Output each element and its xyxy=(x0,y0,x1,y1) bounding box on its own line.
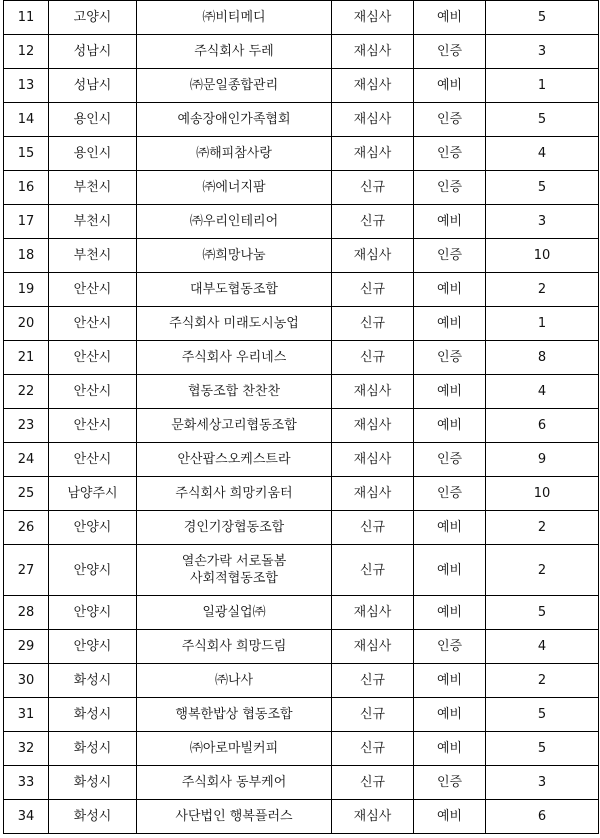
organization-name-cell xyxy=(137,137,332,171)
organization-name-cell xyxy=(137,596,332,630)
review-type-cell: 신규 xyxy=(332,205,414,239)
certification-status-cell: 인증 xyxy=(414,443,486,477)
organization-name-cell xyxy=(137,273,332,307)
organization-name-line: 주식회사 희망드림 xyxy=(181,639,287,654)
row-number-cell: 22 xyxy=(4,375,49,409)
row-number-cell: 27 xyxy=(4,545,49,596)
review-type-cell: 재심사 xyxy=(332,443,414,477)
table-row xyxy=(4,664,599,698)
row-number-cell: 25 xyxy=(4,477,49,511)
city-cell: 안산시 xyxy=(49,375,137,409)
table-row xyxy=(4,511,599,545)
review-type-cell: 신규 xyxy=(332,664,414,698)
row-number-cell: 20 xyxy=(4,307,49,341)
row-number-cell: 29 xyxy=(4,630,49,664)
city-cell: 안양시 xyxy=(49,596,137,630)
organization-name-line: ㈜우리인테리어 xyxy=(189,214,279,229)
organization-name-cell xyxy=(137,545,332,596)
review-type-cell: 재심사 xyxy=(332,239,414,273)
table-row xyxy=(4,375,599,409)
city-cell: 화성시 xyxy=(49,698,137,732)
count-cell: 4 xyxy=(486,630,599,664)
count-cell: 5 xyxy=(486,171,599,205)
review-type-cell: 신규 xyxy=(332,732,414,766)
organization-name-line: 주식회사 동부케어 xyxy=(181,775,287,790)
table-row xyxy=(4,171,599,205)
certification-status-cell: 인증 xyxy=(414,630,486,664)
review-type-cell: 재심사 xyxy=(332,375,414,409)
table-row xyxy=(4,103,599,137)
city-cell: 안산시 xyxy=(49,273,137,307)
review-type-cell: 신규 xyxy=(332,511,414,545)
table-row xyxy=(4,732,599,766)
row-number-cell: 26 xyxy=(4,511,49,545)
city-cell: 화성시 xyxy=(49,732,137,766)
row-number-cell: 12 xyxy=(4,35,49,69)
city-cell: 안산시 xyxy=(49,341,137,375)
review-type-cell: 재심사 xyxy=(332,1,414,35)
certification-status-cell: 예비 xyxy=(414,732,486,766)
organization-name-line: 문화세상고리협동조합 xyxy=(171,418,297,433)
city-cell: 부천시 xyxy=(49,239,137,273)
table-row xyxy=(4,800,599,834)
row-number-cell: 24 xyxy=(4,443,49,477)
count-cell: 6 xyxy=(486,800,599,834)
count-cell: 5 xyxy=(486,732,599,766)
organization-name-line: ㈜희망나눔 xyxy=(202,248,266,263)
certification-status-cell: 예비 xyxy=(414,375,486,409)
table-row xyxy=(4,341,599,375)
certification-status-cell: 인증 xyxy=(414,477,486,511)
city-cell: 남양주시 xyxy=(49,477,137,511)
row-number-cell: 23 xyxy=(4,409,49,443)
organization-name-line: 열손가락 서로돌봄 xyxy=(181,554,287,569)
review-type-cell: 재심사 xyxy=(332,596,414,630)
count-cell: 2 xyxy=(486,511,599,545)
certification-status-cell: 예비 xyxy=(414,511,486,545)
table-row xyxy=(4,409,599,443)
table-row xyxy=(4,205,599,239)
city-cell: 안양시 xyxy=(49,545,137,596)
certification-status-cell: 예비 xyxy=(414,800,486,834)
table-row xyxy=(4,630,599,664)
table-row xyxy=(4,239,599,273)
organization-name-line: ㈜아로마빌커피 xyxy=(189,741,279,756)
review-type-cell: 신규 xyxy=(332,341,414,375)
city-cell: 부천시 xyxy=(49,205,137,239)
count-cell: 4 xyxy=(486,375,599,409)
organization-name-line: 안산팝스오케스트라 xyxy=(177,452,291,467)
review-type-cell: 재심사 xyxy=(332,409,414,443)
certification-status-cell: 예비 xyxy=(414,1,486,35)
city-cell: 용인시 xyxy=(49,137,137,171)
table-row xyxy=(4,596,599,630)
table-row xyxy=(4,698,599,732)
organization-name-cell xyxy=(137,766,332,800)
count-cell: 10 xyxy=(486,477,599,511)
organization-name-cell xyxy=(137,341,332,375)
organization-name-line: 예송장애인가족협회 xyxy=(177,112,291,127)
row-number-cell: 30 xyxy=(4,664,49,698)
row-number-cell: 11 xyxy=(4,1,49,35)
organization-name-cell xyxy=(137,511,332,545)
row-number-cell: 32 xyxy=(4,732,49,766)
row-number-cell: 15 xyxy=(4,137,49,171)
certification-status-cell: 예비 xyxy=(414,205,486,239)
organization-name-cell xyxy=(137,171,332,205)
organization-name-cell xyxy=(137,409,332,443)
count-cell: 3 xyxy=(486,766,599,800)
organization-name-cell xyxy=(137,732,332,766)
table-body xyxy=(4,1,599,834)
review-type-cell: 신규 xyxy=(332,698,414,732)
certification-status-cell: 인증 xyxy=(414,171,486,205)
certification-status-cell: 예비 xyxy=(414,596,486,630)
city-cell: 안산시 xyxy=(49,409,137,443)
review-type-cell: 신규 xyxy=(332,273,414,307)
organization-name-line: 경인기장협동조합 xyxy=(183,520,285,535)
certification-status-cell: 인증 xyxy=(414,341,486,375)
review-type-cell: 신규 xyxy=(332,171,414,205)
social-enterprise-table xyxy=(3,0,599,834)
certification-status-cell: 인증 xyxy=(414,766,486,800)
organization-name-cell xyxy=(137,664,332,698)
table-row xyxy=(4,545,599,596)
table-row xyxy=(4,443,599,477)
organization-name-cell xyxy=(137,69,332,103)
organization-name-line: ㈜에너지팜 xyxy=(202,180,266,195)
count-cell: 8 xyxy=(486,341,599,375)
row-number-cell: 13 xyxy=(4,69,49,103)
certification-status-cell: 예비 xyxy=(414,273,486,307)
organization-name-line: 주식회사 희망키움터 xyxy=(175,486,293,501)
certification-status-cell: 인증 xyxy=(414,137,486,171)
row-number-cell: 28 xyxy=(4,596,49,630)
count-cell: 5 xyxy=(486,103,599,137)
row-number-cell: 33 xyxy=(4,766,49,800)
organization-name-line: ㈜문일종합관리 xyxy=(189,78,279,93)
review-type-cell: 재심사 xyxy=(332,137,414,171)
certification-status-cell: 예비 xyxy=(414,307,486,341)
organization-name-line: 일광실업㈜ xyxy=(202,605,266,620)
count-cell: 5 xyxy=(486,1,599,35)
organization-name-cell xyxy=(137,103,332,137)
row-number-cell: 14 xyxy=(4,103,49,137)
count-cell: 3 xyxy=(486,35,599,69)
count-cell: 5 xyxy=(486,596,599,630)
organization-name-line: 협동조합 찬찬찬 xyxy=(187,384,281,399)
certification-status-cell: 예비 xyxy=(414,664,486,698)
city-cell: 고양시 xyxy=(49,1,137,35)
organization-name-cell xyxy=(137,307,332,341)
row-number-cell: 17 xyxy=(4,205,49,239)
city-cell: 성남시 xyxy=(49,69,137,103)
city-cell: 안산시 xyxy=(49,443,137,477)
organization-name-cell xyxy=(137,1,332,35)
review-type-cell: 신규 xyxy=(332,766,414,800)
review-type-cell: 신규 xyxy=(332,545,414,596)
row-number-cell: 19 xyxy=(4,273,49,307)
city-cell: 부천시 xyxy=(49,171,137,205)
organization-name-cell xyxy=(137,477,332,511)
certification-status-cell: 인증 xyxy=(414,239,486,273)
count-cell: 1 xyxy=(486,307,599,341)
review-type-cell: 재심사 xyxy=(332,477,414,511)
city-cell: 화성시 xyxy=(49,766,137,800)
table-row xyxy=(4,137,599,171)
count-cell: 10 xyxy=(486,239,599,273)
organization-name-line: 주식회사 우리네스 xyxy=(181,350,287,365)
organization-name-line: 주식회사 미래도시농업 xyxy=(169,316,299,331)
city-cell: 안양시 xyxy=(49,511,137,545)
organization-name-cell xyxy=(137,443,332,477)
organization-name-line: 행복한밥상 협동조합 xyxy=(175,707,293,722)
row-number-cell: 18 xyxy=(4,239,49,273)
organization-name-line: 사단법인 행복플러스 xyxy=(175,809,293,824)
review-type-cell: 재심사 xyxy=(332,35,414,69)
row-number-cell: 21 xyxy=(4,341,49,375)
count-cell: 2 xyxy=(486,273,599,307)
table-row xyxy=(4,477,599,511)
review-type-cell: 재심사 xyxy=(332,800,414,834)
organization-name-line: ㈜나사 xyxy=(214,673,254,688)
organization-name-cell xyxy=(137,800,332,834)
city-cell: 안산시 xyxy=(49,307,137,341)
certification-status-cell: 예비 xyxy=(414,698,486,732)
count-cell: 2 xyxy=(486,664,599,698)
count-cell: 2 xyxy=(486,545,599,596)
count-cell: 3 xyxy=(486,205,599,239)
count-cell: 1 xyxy=(486,69,599,103)
city-cell: 안양시 xyxy=(49,630,137,664)
table-row xyxy=(4,766,599,800)
table-row xyxy=(4,307,599,341)
city-cell: 성남시 xyxy=(49,35,137,69)
count-cell: 4 xyxy=(486,137,599,171)
row-number-cell: 16 xyxy=(4,171,49,205)
organization-name-cell xyxy=(137,375,332,409)
count-cell: 6 xyxy=(486,409,599,443)
review-type-cell: 재심사 xyxy=(332,69,414,103)
organization-name-cell xyxy=(137,698,332,732)
organization-name-line: 주식회사 두레 xyxy=(194,44,274,59)
table-row xyxy=(4,1,599,35)
city-cell: 용인시 xyxy=(49,103,137,137)
certification-status-cell: 인증 xyxy=(414,103,486,137)
certification-status-cell: 인증 xyxy=(414,35,486,69)
organization-name-cell xyxy=(137,205,332,239)
table-row xyxy=(4,273,599,307)
certification-status-cell: 예비 xyxy=(414,545,486,596)
organization-name-line: 사회적협동조합 xyxy=(190,571,278,586)
table-row xyxy=(4,69,599,103)
city-cell: 화성시 xyxy=(49,800,137,834)
organization-name-line: ㈜해피참사랑 xyxy=(196,146,272,161)
city-cell: 화성시 xyxy=(49,664,137,698)
row-number-cell: 31 xyxy=(4,698,49,732)
review-type-cell: 재심사 xyxy=(332,103,414,137)
review-type-cell: 재심사 xyxy=(332,630,414,664)
certification-status-cell: 예비 xyxy=(414,69,486,103)
organization-name-cell xyxy=(137,35,332,69)
count-cell: 9 xyxy=(486,443,599,477)
certification-status-cell: 예비 xyxy=(414,409,486,443)
organization-name-line: 대부도협동조합 xyxy=(190,282,278,297)
organization-name-cell xyxy=(137,239,332,273)
review-type-cell: 신규 xyxy=(332,307,414,341)
organization-name-cell xyxy=(137,630,332,664)
table-row xyxy=(4,35,599,69)
row-number-cell: 34 xyxy=(4,800,49,834)
count-cell: 5 xyxy=(486,698,599,732)
organization-name-line: ㈜비티메디 xyxy=(202,10,266,25)
